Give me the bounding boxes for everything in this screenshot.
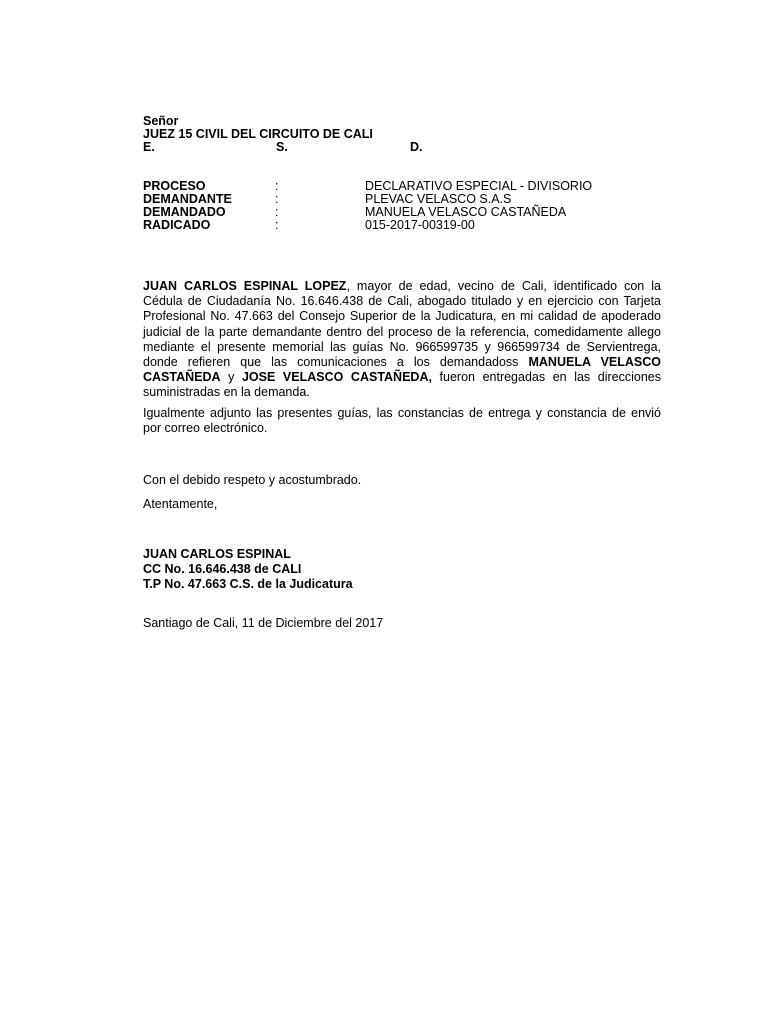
body-paragraph-2: Igualmente adjunto las presentes guías, las constancias de entrega y constancia de envió por correo electrónico. [143, 406, 661, 436]
filing-sep: : [275, 218, 279, 232]
defendant-value: MANUELA VELASCO CASTAÑEDA [365, 205, 567, 219]
body-text-b: y [220, 370, 242, 385]
closing-line: Con el debido respeto y acostumbrado. [143, 473, 362, 487]
body-paragraph-1 [143, 279, 661, 401]
plaintiff-value: PLEVAC VELASCO S.A.S [365, 192, 512, 206]
defendant-name-2: JOSE VELASCO CASTAÑEDA, [241, 370, 432, 385]
defendant-name-1: MANUELA VELASCO CASTAÑEDA [143, 355, 661, 385]
place-date: Santiago de Cali, 11 de Diciembre del 2017 [143, 616, 384, 630]
defendant-sep: : [275, 205, 279, 219]
defendant-label: DEMANDADO [143, 205, 226, 219]
process-value: DECLARATIVO ESPECIAL - DIVISORIO [365, 179, 593, 193]
body-text-a: , mayor de edad, vecino de Cali, identificado con la Cédula de Ciudadanía No. 16.646.438 de Cali, abogado titulado y en ejercicio con Tarjeta Profesional No. 47.663 del Consejo Superior de la Judicatura, en mi calidad de apoderado judicial de la parte demandante dentro del proceso de la referencia, comedidamente allego mediante el presente memorial las guías No. 966599735 y 966599734 de Servientrega, donde refieren que las comunicaciones a los demandadoss [143, 279, 661, 370]
esd-s: S. [276, 140, 288, 154]
signature-name: JUAN CARLOS ESPINAL [143, 547, 291, 561]
process-label: PROCESO [143, 179, 206, 193]
signature-license: T.P No. 47.663 C.S. de la Judicatura [143, 577, 353, 591]
esd-e: E. [143, 140, 155, 154]
valediction: Atentamente, [143, 497, 218, 511]
body-text-c: fueron entregadas en las direcciones suministradas en la demanda. [143, 370, 661, 400]
esd-d: D. [410, 140, 423, 154]
greeting: Señor [143, 114, 179, 128]
signature-id: CC No. 16.646.438 de CALI [143, 562, 302, 576]
court-name: JUEZ 15 CIVIL DEL CIRCUITO DE CALI [143, 127, 373, 141]
filing-label: RADICADO [143, 218, 211, 232]
process-sep: : [275, 179, 279, 193]
plaintiff-label: DEMANDANTE [143, 192, 232, 206]
filing-value: 015-2017-00319-00 [365, 218, 475, 232]
plaintiff-sep: : [275, 192, 279, 206]
attorney-name: JUAN CARLOS ESPINAL LOPEZ [143, 279, 347, 293]
